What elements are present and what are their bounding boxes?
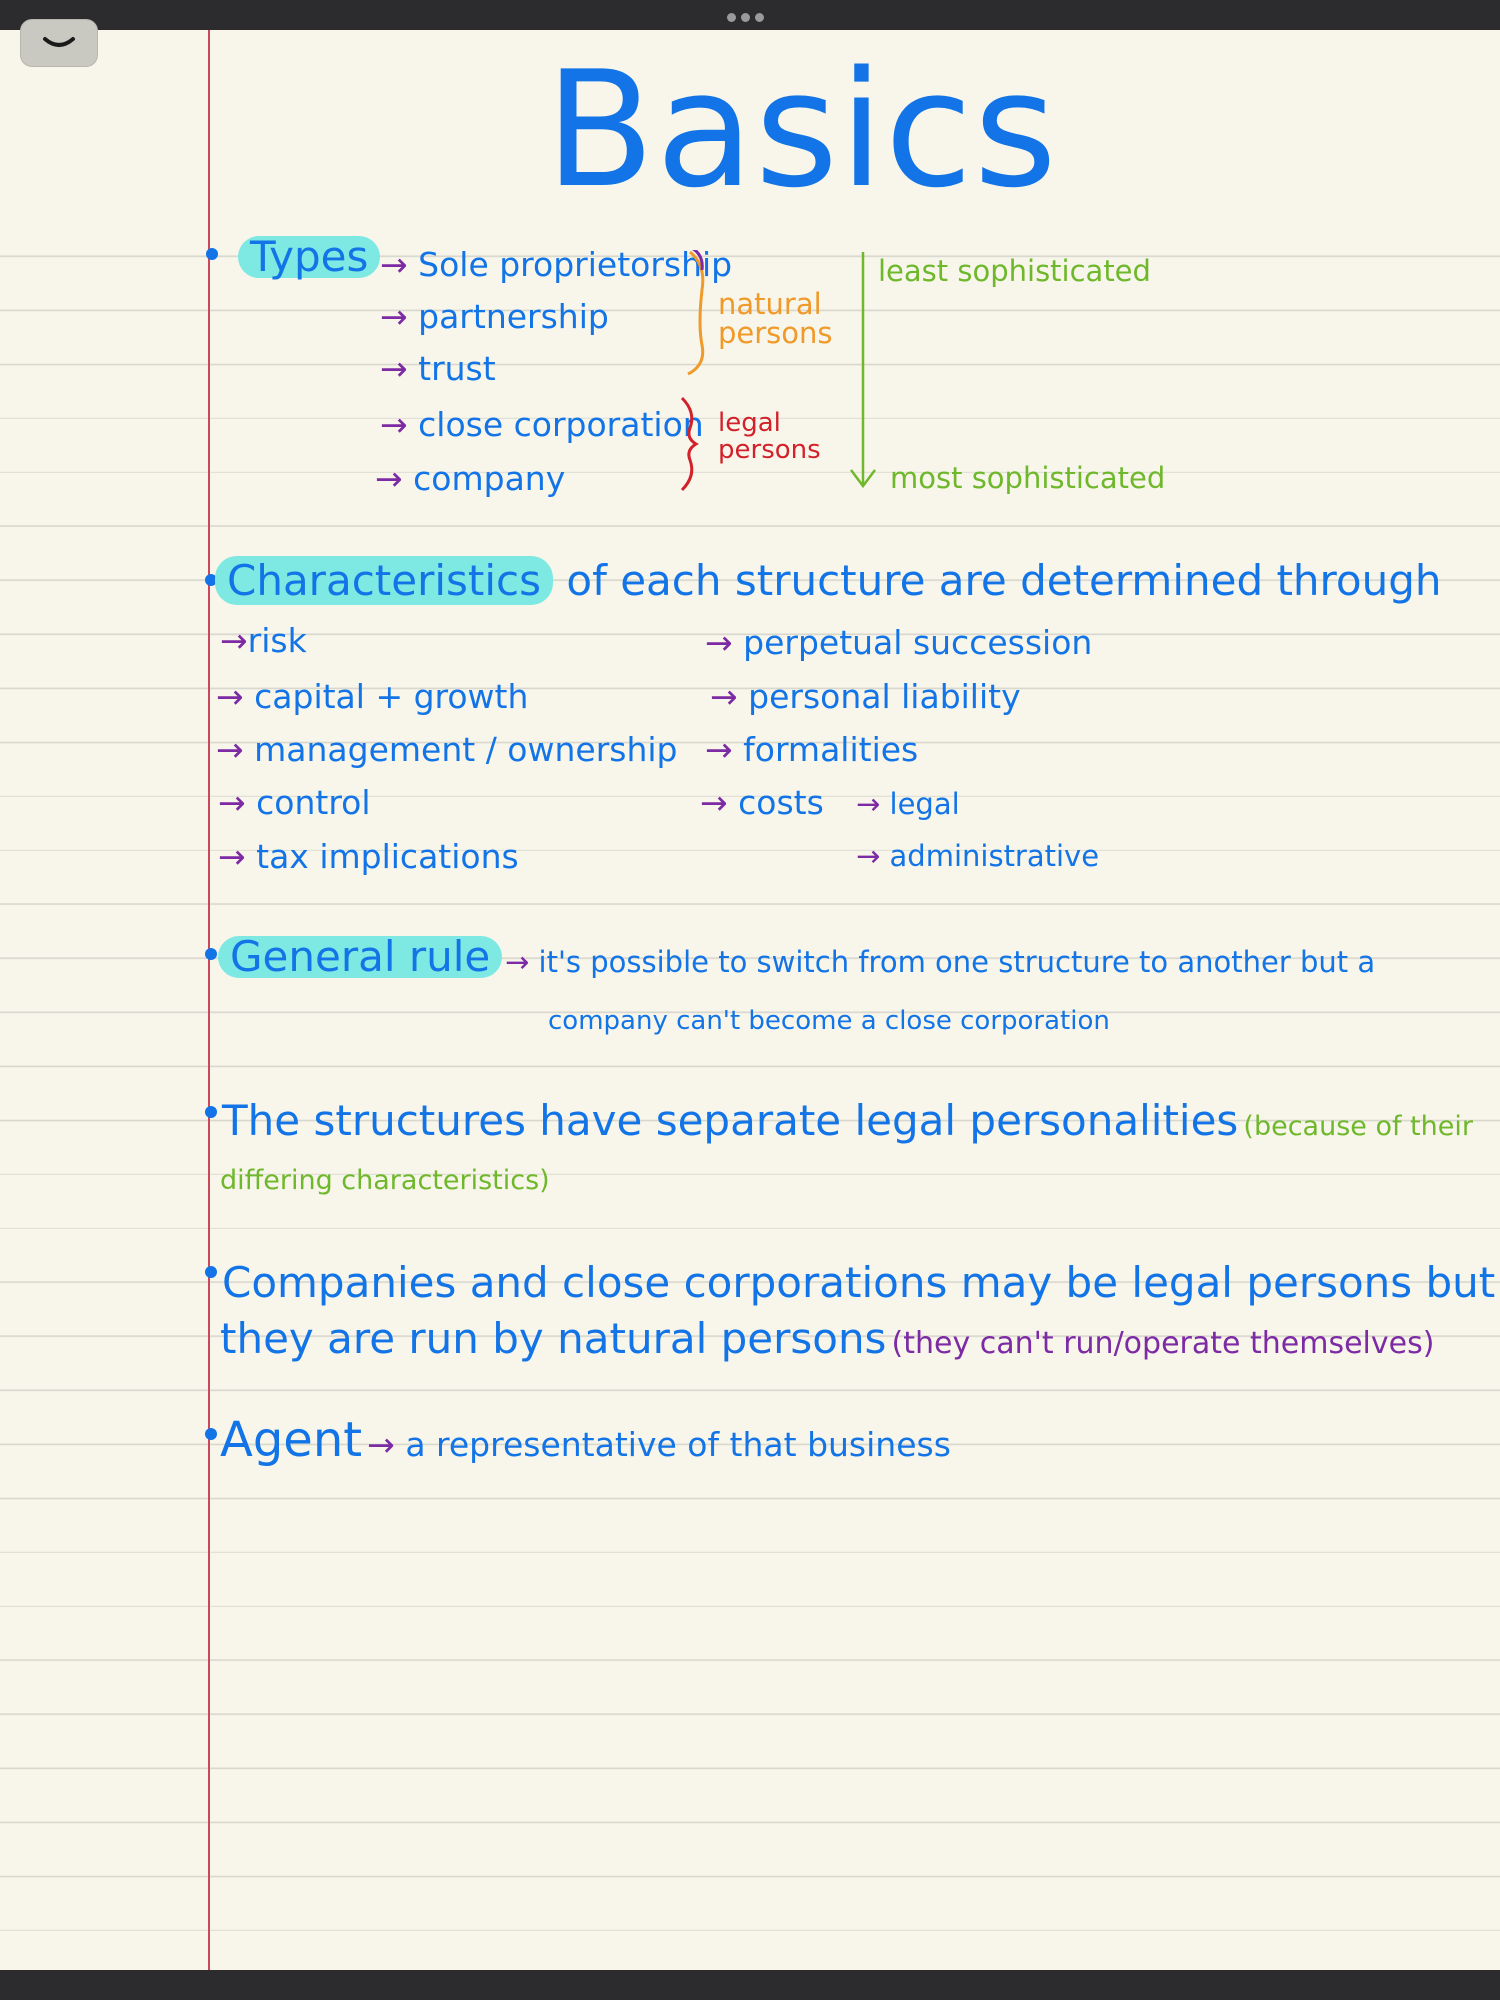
sophistication-arrow xyxy=(848,248,878,492)
companies-line2: they are run by natural persons (they can't run/operate themselves) xyxy=(220,1314,1435,1363)
companies-line1: Companies and close corporations may be legal persons but xyxy=(222,1258,1496,1307)
natural-persons-label: natural persons xyxy=(718,287,833,350)
char-right-3: → formalities xyxy=(705,730,919,769)
bullet xyxy=(205,1106,217,1118)
most-sophisticated-label: most sophisticated xyxy=(890,461,1166,495)
bracket-legal xyxy=(676,394,706,494)
characteristics-line: Characteristics of each structure are determined through xyxy=(215,560,1441,602)
char-right-1: → perpetual succession xyxy=(705,623,1093,662)
least-sophisticated-label: least sophisticated xyxy=(878,254,1151,288)
separate-aside2: differing characteristics) xyxy=(220,1165,550,1196)
separate-line: The structures have separate legal personalities (because of their xyxy=(222,1096,1473,1145)
bullet xyxy=(205,948,217,960)
top-bar xyxy=(0,0,1500,30)
char-left-4: → control xyxy=(218,783,371,822)
collapse-button[interactable] xyxy=(20,19,98,67)
types-item-4: → close corporation xyxy=(380,405,704,444)
chevron-down-icon xyxy=(41,35,77,51)
costs-sub-1: → legal xyxy=(856,787,960,821)
general-rule-line1: → it's possible to switch from one structure to another but a xyxy=(505,945,1376,979)
costs-sub-2: → administrative xyxy=(856,839,1100,873)
page-title: Basics xyxy=(545,36,1058,223)
bottom-bar xyxy=(0,1970,1500,2000)
bullet xyxy=(205,1266,217,1278)
char-right-2: → personal liability xyxy=(710,677,1021,716)
general-rule-heading: General rule xyxy=(218,936,502,978)
types-item-1: → Sole proprietorship xyxy=(380,245,733,284)
char-left-5: → tax implications xyxy=(218,837,519,876)
types-item-3: → trust xyxy=(380,349,496,388)
more-dots-icon[interactable] xyxy=(727,13,764,22)
char-left-3: → management / ownership xyxy=(216,730,678,769)
agent-line: Agent → a representative of that business xyxy=(220,1412,951,1468)
char-left-2: → capital + growth xyxy=(216,677,529,716)
types-heading: Types xyxy=(238,236,380,278)
types-item-5: → company xyxy=(375,459,566,498)
bullet xyxy=(206,248,218,260)
legal-persons-label: legal persons xyxy=(718,408,821,466)
general-rule-line2: company can't become a close corporation xyxy=(548,1006,1110,1036)
margin-line xyxy=(208,30,210,1970)
char-right-4: → costs xyxy=(700,783,824,822)
bullet xyxy=(205,1428,217,1440)
char-left-1: →risk xyxy=(220,621,307,660)
types-item-2: → partnership xyxy=(380,297,609,336)
